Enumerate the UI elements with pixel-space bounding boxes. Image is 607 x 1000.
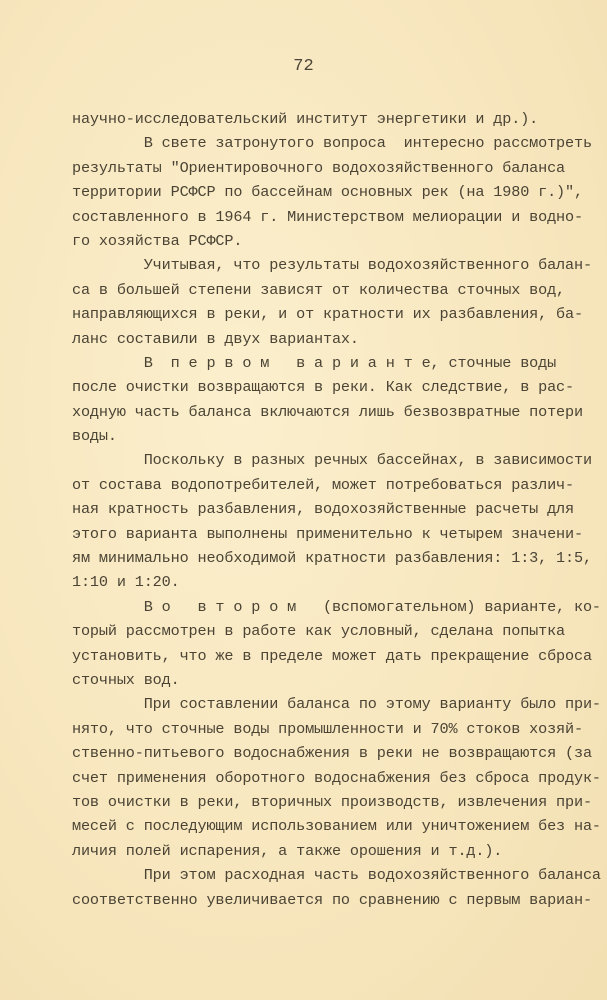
text-line: ям минимально необходимой кратности разбавления: 1:3, 1:5, [72,549,592,568]
text-line: установить, что же в пределе может дать прекращение сброса [72,646,592,665]
text-line: ходную часть баланса включаются лишь безвозвратные потери [72,402,583,421]
text-line: В п е р в о м в а р и а н т е, сточные воды [72,353,557,372]
text-line: Поскольку в разных речных бассейнах, в зависимости [72,451,592,470]
text-line: сточных вод. [72,670,180,689]
text-line: тов очистки в реки, вторичных производств, извлечения при- [72,792,592,811]
text-line: При составлении баланса по этому варианту было при- [72,695,601,714]
text-line: личия полей испарения, а также орошения и т.д.). [72,841,503,860]
text-line: направляющихся в реки, и от кратности их разбавления, ба- [72,305,583,324]
text-line: составленного в 1964 г. Министерством мелиорации и водно- [72,207,583,226]
text-line: са в большей степени зависят от количества сточных вод, [72,280,566,299]
text-line: нято, что сточные воды промышленности и 70% стоков хозяй- [72,719,583,738]
text-line: результаты "Ориентировочного водохозяйственного баланса [72,158,566,177]
text-line: месей с последующим использованием или уничтожением без на- [72,817,601,836]
text-line: При этом расходная часть водохозяйственного баланса [72,866,601,885]
text-line: В свете затронутого вопроса интересно рассмотреть [72,134,592,153]
text-line: 1:10 и 1:20. [72,573,180,592]
text-line: го хозяйства РСФСР. [72,231,243,250]
text-line: ная кратность разбавления, водохозяйственные расчеты для [72,500,574,519]
text-line: от состава водопотребителей, может потребоваться различ- [72,475,574,494]
text-line: научно-исследовательский институт энергетики и др.). [72,110,539,128]
text-line: В о в т о р о м (вспомогательном) варианте, ко- [72,597,601,616]
typewritten-body-text [72,107,601,912]
text-line: этого варианта выполнены применительно к четырем значени- [72,524,583,543]
text-line: ственно-питьевого водоснабжения в реки не возвращаются (за [72,744,592,763]
text-line: соответственно увеличивается по сравнению с первым вариан- [72,890,592,909]
text-line: воды. [72,427,117,446]
text-line: торый рассмотрен в работе как условный, сделана попытка [72,622,566,641]
page-number: 72 [293,57,314,76]
text-line: Учитывая, что результаты водохозяйственного балан- [72,256,592,275]
text-line: после очистки возвращаются в реки. Как следствие, в рас- [72,378,574,397]
text-line: территории РСФСР по бассейнам основных рек (на 1980 г.)", [72,183,583,202]
text-line: счет применения оборотного водоснабжения без сброса продук- [72,768,601,787]
text-line: ланс составили в двух вариантах. [72,329,359,348]
